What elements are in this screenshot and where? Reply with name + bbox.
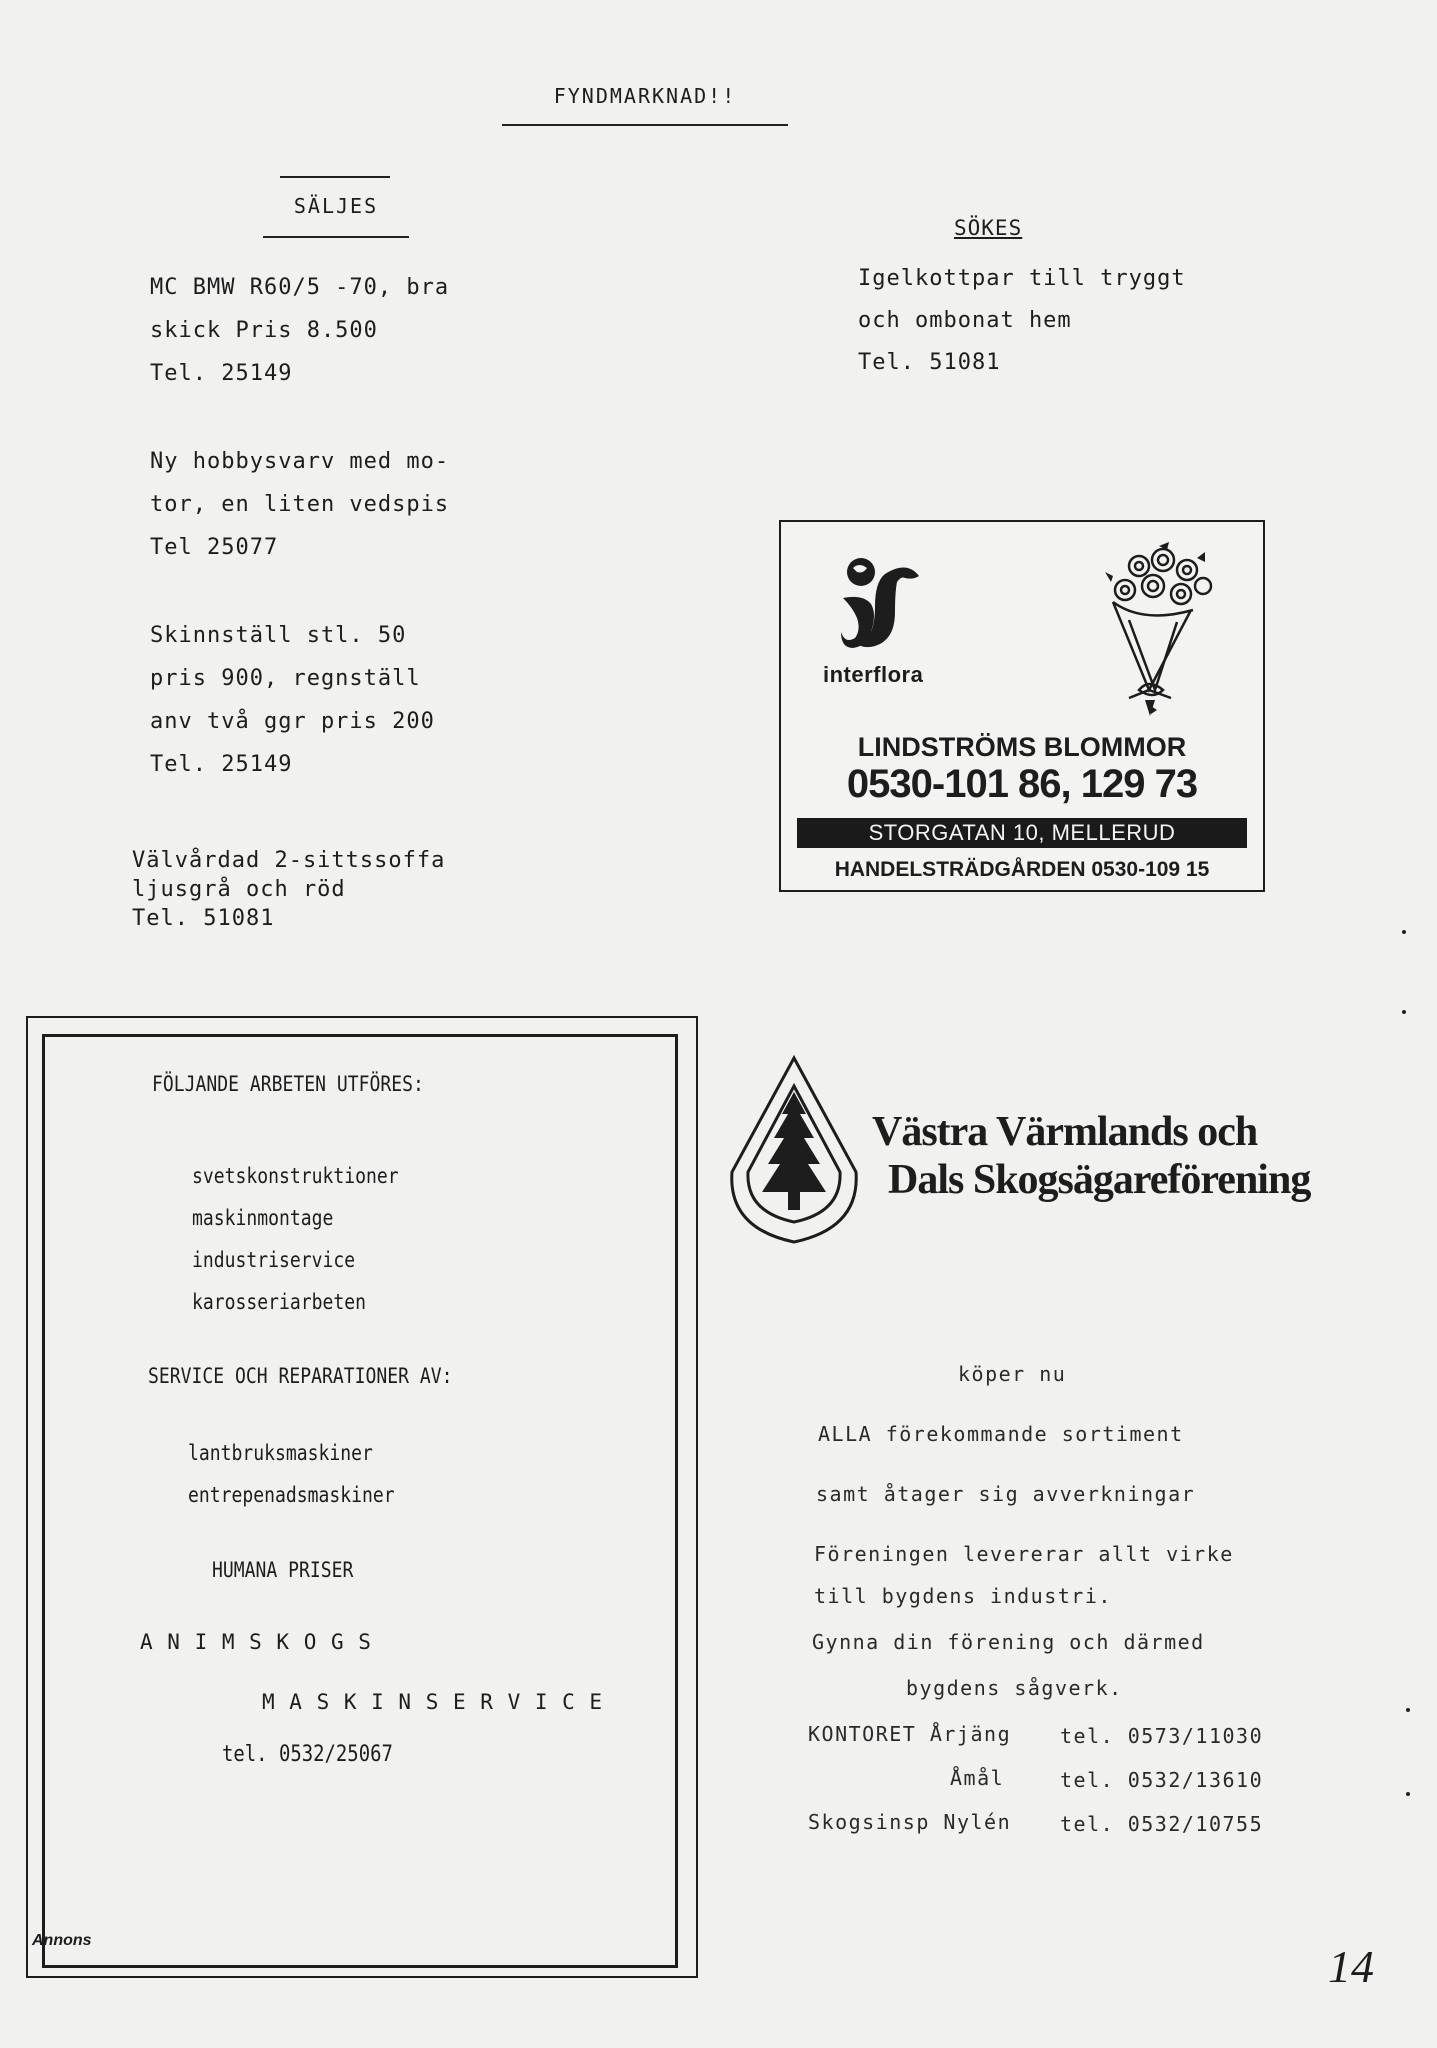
wanted-heading: SÖKES [954, 216, 1023, 240]
interflora-brand-text: interflora [823, 662, 924, 687]
list-item: industriservice [192, 1248, 356, 1272]
machine-ad-heading-repairs: SERVICE OCH REPARATIONER AV: [148, 1364, 453, 1388]
ad-line: Tel. 51081 [132, 906, 275, 931]
flower-bouquet-icon [1099, 540, 1219, 730]
list-item: karosseriarbeten [192, 1290, 366, 1314]
ad-line: Tel. 25149 [150, 361, 293, 386]
contact-label: Åmål [950, 1766, 1005, 1790]
nursery-line: HANDELSTRÄDGÅRDEN 0530-109 15 [834, 858, 1210, 881]
contact-phone: tel. 0573/11030 [1060, 1724, 1264, 1748]
shop-address: STORGATAN 10, MELLERUD [797, 818, 1247, 848]
ad-line: Ny hobbysvarv med mo- [150, 449, 450, 474]
ad-line: Tel. 51081 [858, 350, 1001, 375]
association-name-line: Dals Skogsägareförening [888, 1157, 1311, 1203]
for-sale-top-rule [280, 176, 390, 178]
for-sale-bottom-rule [263, 236, 409, 238]
forest-association-name [872, 1108, 1310, 1204]
forest-ad-line: bygdens sågverk. [906, 1676, 1123, 1700]
ad-line: Skinnställ stl. 50 [150, 623, 407, 648]
machine-ad-heading-works: FÖLJANDE ARBETEN UTFÖRES: [152, 1072, 424, 1096]
ad-line: Välvårdad 2-sittssoffa [132, 848, 446, 873]
list-item: entrepenadsmaskiner [188, 1483, 395, 1507]
list-item: maskinmontage [192, 1206, 334, 1230]
classified-ad-lathe [150, 440, 449, 569]
interflora-ad [779, 520, 1265, 892]
for-sale-heading: SÄLJES [293, 194, 379, 218]
association-name-line: Västra Värmlands och [872, 1109, 1258, 1155]
annons-label: Annons [32, 1932, 92, 1949]
forest-ad-line: Gynna din förening och därmed [812, 1630, 1205, 1654]
forest-ad-line: samt åtager sig avverkningar [816, 1482, 1196, 1506]
machine-ad-phone: tel. 0532/25067 [222, 1742, 393, 1767]
machine-ad-company-name-2: M A S K I N S E R V I C E [262, 1690, 604, 1714]
ad-line: MC BMW R60/5 -70, bra [150, 275, 450, 300]
machine-ad-repairs-list [188, 1432, 395, 1516]
classified-ad-sofa [132, 846, 445, 933]
ad-line: ljusgrå och röd [132, 877, 346, 902]
scan-speck [1406, 1792, 1410, 1796]
contact-label: Skogsinsp Nylén [808, 1810, 1012, 1834]
page-number: 14 [1328, 1941, 1374, 1992]
wanted-ad-hedgehogs [858, 258, 1186, 384]
classified-ad-motorcycle [150, 266, 449, 395]
shop-name: LINDSTRÖMS BLOMMOR [857, 732, 1187, 762]
forest-ad-line: till bygdens industri. [814, 1584, 1112, 1608]
scan-speck [1402, 930, 1406, 934]
ad-line: Igelkottpar till tryggt [858, 266, 1186, 291]
contact-phone: tel. 0532/10755 [1060, 1812, 1264, 1836]
machine-ad-company-name: A N I M S K O G S [140, 1630, 372, 1654]
forest-ad-line: ALLA förekommande sortiment [818, 1422, 1184, 1446]
ad-line: anv två ggr pris 200 [150, 709, 435, 734]
contact-label: KONTORET Årjäng [808, 1722, 1012, 1746]
forest-association-seal-icon [724, 1052, 864, 1252]
ad-line: Tel 25077 [150, 535, 279, 560]
classified-ad-leather-suit [150, 614, 435, 786]
ad-line: skick Pris 8.500 [150, 318, 378, 343]
machine-ad-prices: HUMANA PRISER [212, 1558, 354, 1582]
forest-ad-line: Föreningen levererar allt virke [814, 1542, 1234, 1566]
machine-ad-services-list [192, 1155, 399, 1323]
ad-line: Tel. 25149 [150, 752, 293, 777]
scan-speck [1406, 1708, 1410, 1712]
contact-phone: tel. 0532/13610 [1060, 1768, 1264, 1792]
interflora-logo-icon [841, 554, 921, 654]
ad-line: tor, en liten vedspis [150, 492, 450, 517]
ad-line: pris 900, regnställ [150, 666, 421, 691]
list-item: lantbruksmaskiner [188, 1441, 373, 1465]
page-title: FYNDMARKNAD!! [553, 84, 737, 108]
forest-ad-line: köper nu [958, 1362, 1067, 1386]
ad-line: och ombonat hem [858, 308, 1072, 333]
title-underline [502, 124, 788, 126]
scan-speck [1402, 1010, 1406, 1014]
shop-phones: 0530-101 86, 129 73 [846, 762, 1198, 806]
list-item: svetskonstruktioner [192, 1164, 399, 1188]
